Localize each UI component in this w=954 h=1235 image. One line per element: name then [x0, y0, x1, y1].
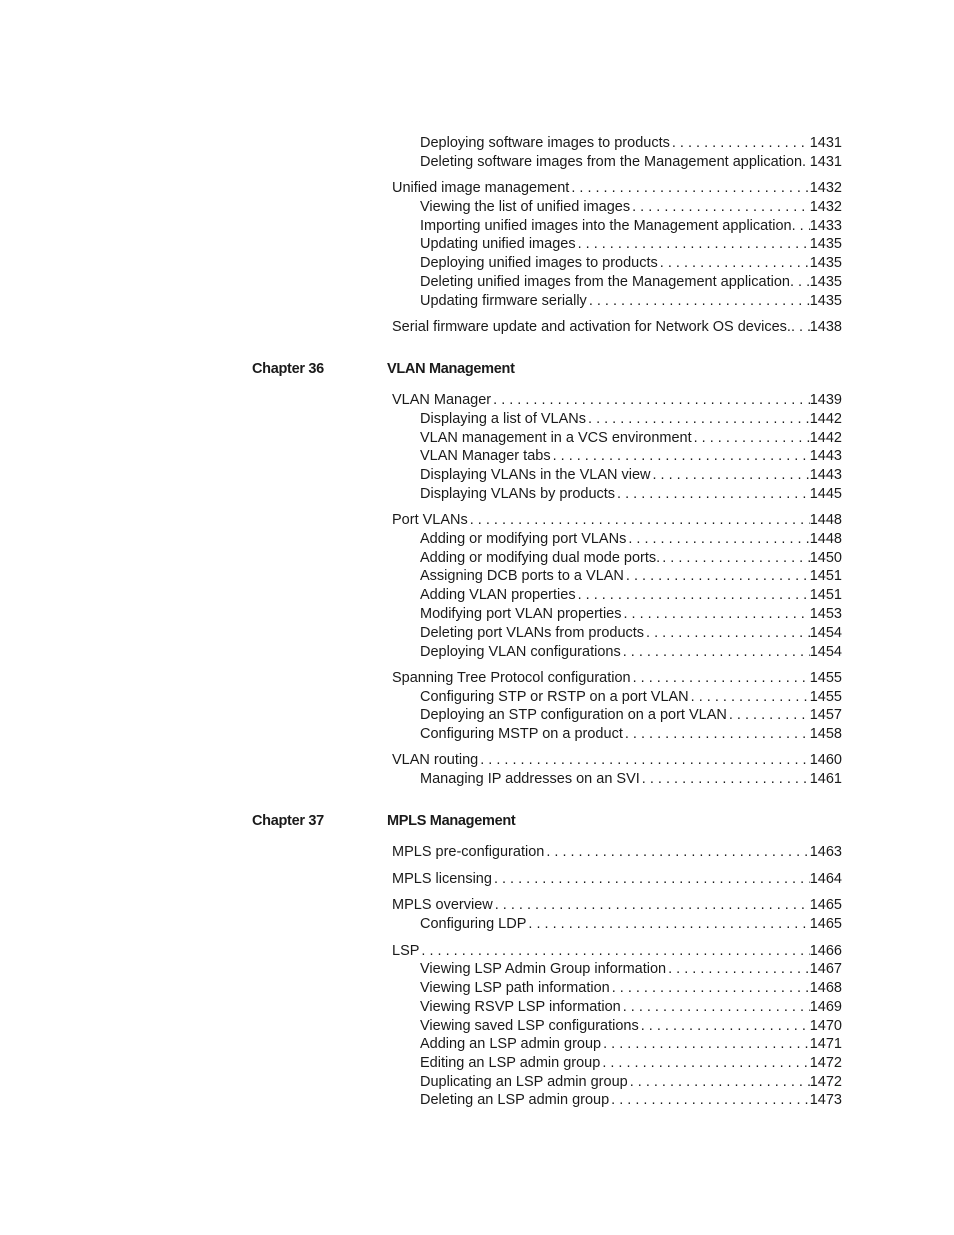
toc-subsection-entry[interactable] [420, 624, 842, 643]
dot-leader [468, 511, 810, 530]
dot-leader [651, 466, 810, 485]
toc-subsection-entry[interactable] [420, 485, 842, 504]
toc-entry-title: MPLS pre-configuration [392, 844, 545, 860]
toc-page-number: 1432 [809, 180, 842, 196]
toc-section-entry[interactable] [392, 669, 842, 688]
toc-page-number: 1443 [809, 448, 842, 464]
toc-page-number: 1465 [809, 916, 842, 932]
toc-subsection-entry[interactable] [420, 292, 842, 311]
toc-subsection-entry[interactable] [420, 235, 842, 254]
toc-entry-title: Unified image management [392, 180, 570, 196]
dot-leader [790, 273, 810, 292]
toc-entry-title: Adding or modifying port VLANs [420, 531, 627, 547]
dot-leader [478, 751, 809, 770]
toc-page-number: 1445 [809, 486, 842, 502]
toc-page-number: 1442 [809, 430, 842, 446]
toc-page-number: 1448 [809, 512, 842, 528]
dot-leader [610, 979, 810, 998]
toc-page-number: 1463 [809, 844, 842, 860]
dot-leader [644, 624, 810, 643]
toc-subsection-entry[interactable] [420, 254, 842, 273]
toc-entry-title: Updating unified images [420, 236, 576, 252]
chapter-number: Chapter 36 [252, 361, 324, 377]
toc-entry-title: Assigning DCB ports to a VLAN [420, 568, 624, 584]
toc-entry-title: Configuring LDP [420, 916, 527, 932]
toc-subsection-entry[interactable] [420, 466, 842, 485]
toc-page-number: 1467 [809, 961, 842, 977]
dot-leader [623, 725, 810, 744]
toc-page-number: 1472 [809, 1074, 842, 1090]
dot-leader [600, 1054, 809, 1073]
toc-entry-title: Managing IP addresses on an SVI [420, 771, 640, 787]
toc-subsection-entry[interactable] [420, 688, 842, 707]
dot-leader [692, 429, 810, 448]
chapter-title[interactable]: MPLS Management [387, 813, 516, 829]
toc-entry-title: Configuring MSTP on a product [420, 726, 623, 742]
toc-entry-title: Viewing saved LSP configurations [420, 1018, 639, 1034]
toc-page-number: 1473 [809, 1092, 842, 1108]
dot-leader [622, 605, 810, 624]
toc-page-number: 1468 [809, 980, 842, 996]
chapter-title[interactable]: VLAN Management [387, 361, 515, 377]
toc-entry-title: Serial firmware update and activation for Network OS devices. [392, 319, 791, 335]
dot-leader [544, 843, 809, 862]
toc-page-number: 1471 [809, 1036, 842, 1052]
toc-subsection-entry[interactable] [420, 217, 842, 236]
dot-leader [609, 1091, 810, 1110]
toc-page-number: 1458 [809, 726, 842, 742]
toc-page-number: 1461 [809, 771, 842, 787]
toc-page-number: 1431 [809, 135, 842, 151]
toc-section-entry[interactable] [392, 751, 842, 770]
toc-entry-title: Modifying port VLAN properties [420, 606, 622, 622]
toc-subsection-entry[interactable] [420, 643, 842, 662]
toc-section-entry[interactable] [392, 870, 842, 889]
toc-subsection-entry[interactable] [420, 915, 842, 934]
dot-leader [639, 1017, 810, 1036]
dot-leader [621, 643, 810, 662]
toc-entry-title: LSP [392, 943, 420, 959]
toc-page-number: 1460 [809, 752, 842, 768]
dot-leader [630, 198, 810, 217]
toc-page-number: 1435 [809, 293, 842, 309]
toc-page-number: 1435 [809, 236, 842, 252]
dot-leader [791, 318, 810, 337]
toc-subsection-entry[interactable] [420, 1054, 842, 1073]
toc-entry-title: Deploying VLAN configurations [420, 644, 621, 660]
chapter-number: Chapter 37 [252, 813, 324, 829]
dot-leader [666, 960, 810, 979]
toc-subsection-entry[interactable] [420, 447, 842, 466]
dot-leader [792, 217, 810, 236]
dot-leader [727, 706, 810, 725]
toc-entry-title: Viewing RSVP LSP information [420, 999, 621, 1015]
toc-entry-title: Deploying an STP configuration on a port VLAN [420, 707, 727, 723]
toc-page-number: 1435 [809, 255, 842, 271]
dot-leader [493, 896, 810, 915]
toc-subsection-entry[interactable] [420, 153, 842, 172]
toc-entry-title: Viewing the list of unified images [420, 199, 631, 215]
dot-leader [491, 391, 810, 410]
toc-entry-title: Displaying VLANs in the VLAN view [420, 467, 651, 483]
dot-leader [621, 998, 810, 1017]
toc-subsection-entry[interactable] [420, 273, 842, 292]
toc-page-number: 1431 [809, 154, 842, 170]
toc-page-number: 1469 [809, 999, 842, 1015]
toc-subsection-entry[interactable] [420, 960, 842, 979]
toc-entry-title: Deploying unified images to products [420, 255, 658, 271]
toc-subsection-entry[interactable] [420, 1073, 842, 1092]
toc-page-number: 1450 [809, 550, 842, 566]
toc-entry-title: Deleting unified images from the Management application [420, 274, 790, 290]
toc-page-number: 1433 [809, 218, 842, 234]
toc-page-number: 1470 [809, 1018, 842, 1034]
toc-entry-title: Port VLANs [392, 512, 468, 528]
toc-entry-title: Deleting software images from the Management application [420, 154, 803, 170]
toc-page-number: 1443 [809, 467, 842, 483]
toc-page-number: 1451 [809, 587, 842, 603]
toc-entry-title: Configuring STP or RSTP on a port VLAN [420, 689, 689, 705]
toc-entry-title: Importing unified images into the Management application [420, 218, 792, 234]
toc-page-number: 1435 [809, 274, 842, 290]
dot-leader [601, 1035, 810, 1054]
dot-leader [689, 688, 810, 707]
dot-leader [576, 586, 810, 605]
dot-leader [419, 942, 809, 961]
toc-page-number: 1442 [809, 411, 842, 427]
toc-entry-title: VLAN routing [392, 752, 479, 768]
toc-subsection-entry[interactable] [420, 549, 842, 568]
toc-page-number: 1465 [809, 897, 842, 913]
dot-leader [615, 485, 810, 504]
toc-page-number: 1464 [809, 871, 842, 887]
toc-page-number: 1453 [809, 606, 842, 622]
toc-subsection-entry[interactable] [420, 706, 842, 725]
toc-page-number: 1454 [809, 625, 842, 641]
toc-page-number: 1448 [809, 531, 842, 547]
toc-entry-title: Deleting an LSP admin group [420, 1092, 610, 1108]
toc-subsection-entry[interactable] [420, 410, 842, 429]
toc-subsection-entry[interactable] [420, 770, 842, 789]
toc-subsection-entry[interactable] [420, 979, 842, 998]
toc-subsection-entry[interactable] [420, 429, 842, 448]
dot-leader [551, 447, 810, 466]
toc-page-number: 1455 [809, 670, 842, 686]
dot-leader [640, 770, 810, 789]
toc-section-entry[interactable] [392, 942, 842, 961]
toc-entry-title: Editing an LSP admin group [420, 1055, 601, 1071]
toc-entry-title: Deploying software images to products [420, 135, 670, 151]
dot-leader [526, 915, 809, 934]
toc-page-number: 1472 [809, 1055, 842, 1071]
toc-entry-title: Duplicating an LSP admin group [420, 1074, 628, 1090]
toc-entry-title: VLAN management in a VCS environment [420, 430, 692, 446]
toc-entry-title: Viewing LSP Admin Group information [420, 961, 667, 977]
toc-subsection-entry[interactable] [420, 1091, 842, 1110]
toc-entry-title: Adding VLAN properties [420, 587, 576, 603]
toc-page-number: 1466 [809, 943, 842, 959]
toc-subsection-entry[interactable] [420, 567, 842, 586]
toc-entry-title: Deleting port VLANs from products [420, 625, 645, 641]
toc-section-entry[interactable] [392, 843, 842, 862]
toc-entry-title: VLAN Manager [392, 392, 492, 408]
dot-leader [628, 1073, 810, 1092]
toc-entry-title: Displaying VLANs by products [420, 486, 616, 502]
toc-entry-title: Adding an LSP admin group [420, 1036, 602, 1052]
toc-page-number: 1455 [809, 689, 842, 705]
toc-entry-title: VLAN Manager tabs [420, 448, 551, 464]
toc-entry-title: Spanning Tree Protocol configuration [392, 670, 631, 686]
toc-entry-title: MPLS overview [392, 897, 493, 913]
dot-leader [658, 254, 810, 273]
toc-page-number: 1451 [809, 568, 842, 584]
dot-leader [802, 153, 810, 172]
toc-page-number: 1432 [809, 199, 842, 215]
toc-section-entry[interactable] [392, 896, 842, 915]
toc-page-number: 1438 [809, 319, 842, 335]
toc-subsection-entry[interactable] [420, 725, 842, 744]
toc-entry-title: MPLS licensing [392, 871, 492, 887]
toc-subsection-entry[interactable] [420, 1035, 842, 1054]
toc-section-entry[interactable] [392, 391, 842, 410]
toc-page-number: 1457 [809, 707, 842, 723]
toc-section-entry[interactable] [392, 179, 842, 198]
toc-subsection-entry[interactable] [420, 134, 842, 153]
toc-subsection-entry[interactable] [420, 1017, 842, 1036]
toc-entry-title: Viewing LSP path information [420, 980, 610, 996]
toc-page-number: 1439 [809, 392, 842, 408]
toc-entry-title: Adding or modifying dual mode ports. [420, 550, 661, 566]
toc-subsection-entry[interactable] [420, 198, 842, 217]
dot-leader [631, 669, 810, 688]
toc-subsection-entry[interactable] [420, 998, 842, 1017]
toc-section-entry[interactable] [392, 318, 842, 337]
dot-leader [660, 549, 810, 568]
toc-subsection-entry[interactable] [420, 586, 842, 605]
toc-entry-title: Updating firmware serially [420, 293, 587, 309]
toc-subsection-entry[interactable] [420, 605, 842, 624]
dot-leader [626, 530, 809, 549]
dot-leader [587, 292, 810, 311]
dot-leader [586, 410, 810, 429]
toc-subsection-entry[interactable] [420, 530, 842, 549]
toc-page-number: 1454 [809, 644, 842, 660]
dot-leader [624, 567, 810, 586]
dot-leader [576, 235, 810, 254]
toc-entry-title: Displaying a list of VLANs [420, 411, 587, 427]
dot-leader [670, 134, 810, 153]
dot-leader [492, 870, 810, 889]
toc-section-entry[interactable] [392, 511, 842, 530]
dot-leader [569, 179, 809, 198]
